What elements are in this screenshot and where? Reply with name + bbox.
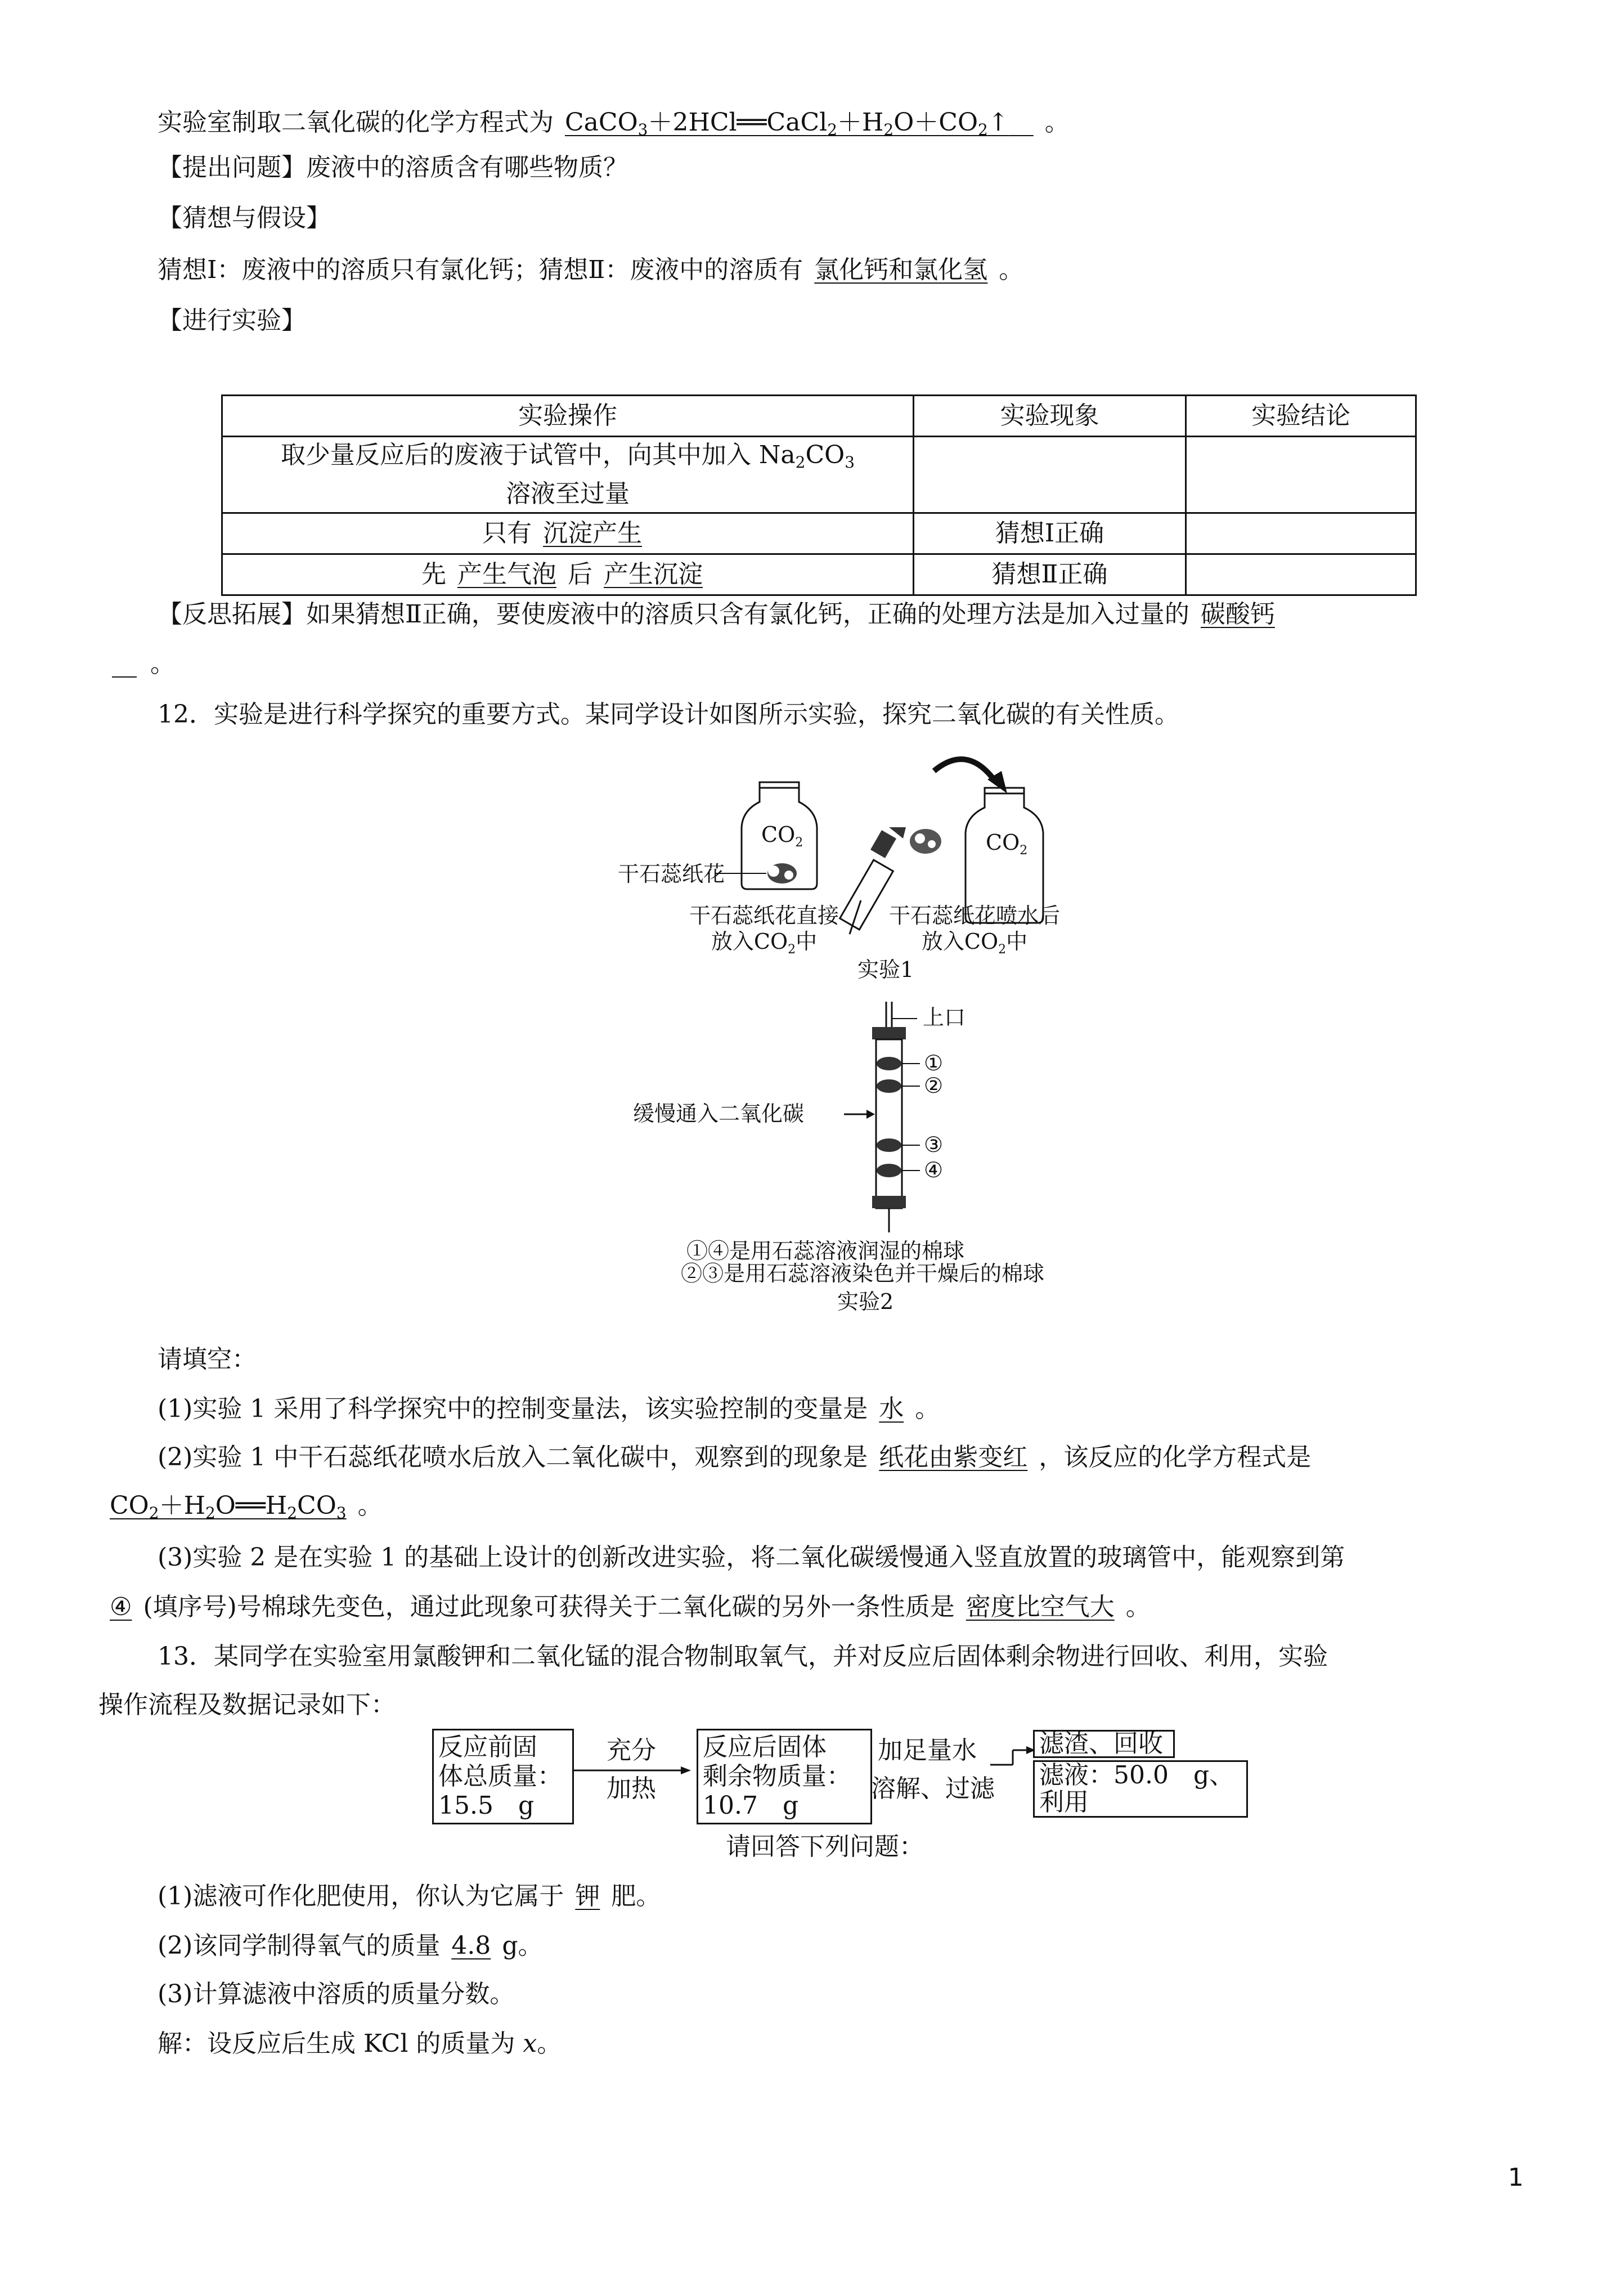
litmus-flower-icon (767, 863, 797, 884)
flow-arrow-1-icon (574, 1765, 692, 1776)
cotton-ball-2-icon (877, 1079, 901, 1093)
cotton-ball-4-icon (877, 1164, 901, 1177)
ball-4-label: ④ (924, 1158, 944, 1182)
flow-arrow2-top: 加足量水 (878, 1736, 977, 1765)
q13-p3: (3)计算滤液中溶质的质量分数。 (158, 1980, 515, 2008)
header-operation: 实验操作 (222, 396, 914, 437)
q13-p2-answer: 4.8 (451, 1931, 491, 1960)
flow-box-residue: 滤渣、回收 (1033, 1730, 1175, 1758)
fig1-title: 实验1 (857, 957, 914, 982)
q12-p1: (1)实验 1 采用了科学探究中的控制变量法，该实验控制的变量是 水 。 (158, 1394, 940, 1423)
q12-p2-equation: $CO_2+H_2O══H_2CO_3$ 。 (98, 1489, 383, 1530)
ball-2-label: ② (924, 1073, 944, 1098)
fill-prompt: 请填空： (158, 1345, 257, 1374)
cotton-ball-3-icon (877, 1138, 901, 1152)
fig1-caption-left: 干石蕊纸花直接 放入$CO_2$中 (689, 903, 839, 957)
experiment2-figure (844, 1002, 1013, 1249)
row3-operation: 先 产生气泡 后 产生沉淀 (222, 554, 914, 595)
hypothesis-heading: 【猜想与假设】 (158, 204, 331, 232)
q12-p2: (2)实验 1 中干石蕊纸花喷水后放入二氧化碳中，观察到的现象是 纸花由紫变红 ，该反应的化学方程式是 (158, 1443, 1312, 1472)
table-row (222, 513, 1416, 554)
table-row (222, 554, 1416, 595)
row3-phenomenon: 猜想Ⅱ正确 (914, 554, 1186, 595)
q12-p3-answer: ④ (110, 1593, 132, 1621)
row3-answer2: 产生沉淀 (604, 560, 703, 589)
reflection-line: 【反思拓展】如果猜想Ⅱ正确，要使废液中的溶质只含有氯化钙，正确的处理方法是加入过量的 碳酸钙 (158, 598, 1286, 631)
q12-p3-answer2: 密度比空气大 (966, 1593, 1115, 1621)
fig2-title: 实验2 (837, 1289, 894, 1314)
fig1-caption-right: 干石蕊纸花喷水后 放入$CO_2$中 (889, 903, 1061, 957)
tube-top-label: 上口 (923, 1005, 966, 1030)
ball-1-label: ① (924, 1051, 944, 1075)
q13-stem-1: 13．某同学在实验室用氯酸钾和二氧化锰的混合物制取氧气，并对反应后固体剩余物进行回收、利用，实验 (158, 1642, 1328, 1671)
row2-phenomenon: 猜想Ⅰ正确 (914, 513, 1186, 554)
flow-arrow2-bottom: 溶解、过滤 (871, 1774, 995, 1803)
cotton-ball-1-icon (877, 1057, 901, 1070)
question-heading: 【提出问题】废液中的溶质含有哪些物质？ (158, 153, 628, 182)
flow-arrow1-top: 充分 (607, 1736, 656, 1765)
intro-equation-line: 实验室制取二氧化碳的化学方程式为 $CaCO_3+2HCl══CaCl_2+H_2O+CO_2↑$ 。 (158, 108, 1070, 139)
row2-operation: 只有 沉淀产生 (222, 513, 914, 554)
flow-arrow1-bottom: 加热 (607, 1774, 656, 1803)
inlet-arrow-icon (844, 1110, 875, 1119)
page-number: 1 (1508, 2163, 1524, 2192)
hypothesis-line: 猜想Ⅰ：废液中的溶质只有氯化钙；猜想Ⅱ：废液中的溶质有 氯化钙和氯化氢 。 (158, 255, 1024, 284)
answer-prompt: 请回答下列问题： (726, 1832, 924, 1861)
ball-3-label: ③ (924, 1132, 944, 1157)
flow-arrow-2-icon (990, 1745, 1035, 1767)
q12-p2-equation-answer: $CO_2+H_2O══H_2CO_3$ (110, 1491, 347, 1522)
flow-box-after: 反应后固体 剩余物质量： 10.7 g (697, 1729, 872, 1824)
header-phenomenon: 实验现象 (914, 396, 1186, 437)
experiment-table (221, 394, 1417, 596)
fig2-note-1: ①④是用石蕊溶液润湿的棉球 (686, 1239, 965, 1263)
q12-p3: (3)实验 2 是在实验 1 的基础上设计的创新改进实验，将二氧化碳缓慢通入竖直放置的玻璃管中，能观察到第 (158, 1543, 1345, 1572)
table-row (222, 437, 1416, 513)
q12-p3-cont: ④ (填序号)号棉球先变色，通过此现象可获得关于二氧化碳的另外一条性质是 密度比空气大 。 (98, 1590, 1151, 1624)
q13-p1-answer: 钾 (575, 1882, 600, 1911)
reflection-answer: 碳酸钙 (1200, 600, 1275, 629)
hypothesis-answer: 氯化钙和氯化氢 (814, 255, 988, 284)
equation-answer: $CaCO_3+2HCl══CaCl_2+H_2O+CO_2↑$ (565, 108, 1009, 139)
jar1-co2-label: $CO_2$ (761, 822, 803, 850)
experiment-heading: 【进行实验】 (158, 306, 306, 335)
q12-p1-answer: 水 (879, 1394, 904, 1423)
q13-p2: (2)该同学制得氧气的质量 4.8 g。 (158, 1931, 543, 1960)
fig2-note-2: ②③是用石蕊溶液染色并干燥后的棉球 (681, 1261, 1045, 1286)
flow-box-before: 反应前固 体总质量： 15.5 g (432, 1729, 574, 1824)
header-conclusion: 实验结论 (1186, 396, 1416, 437)
flower-label: 干石蕊纸花 (618, 862, 725, 886)
flow-box-filtrate: 滤液：50.0 g、 利用 (1033, 1760, 1248, 1818)
reflection-end: 。 (150, 649, 175, 678)
jar2-co2-label: $CO_2$ (986, 830, 1028, 858)
row1-operation: 取少量反应后的废液于试管中，向其中加入 $Na_2CO_3$ 溶液至过量 (222, 437, 914, 513)
inlet-label: 缓慢通入二氧化碳 (633, 1101, 805, 1126)
litmus-flower-wet-icon (910, 829, 941, 854)
q13-stem-2: 操作流程及数据记录如下： (98, 1690, 396, 1719)
row3-answer1: 产生气泡 (457, 560, 556, 589)
q12-stem: 12．实验是进行科学探究的重要方式。某同学设计如图所示实验，探究二氧化碳的有关性质。 (158, 700, 1179, 729)
q13-solution: 解：设反应后生成 KCl 的质量为 x。 (158, 2029, 562, 2058)
row2-answer: 沉淀产生 (543, 519, 642, 548)
table-header-row (222, 396, 1416, 437)
q12-p2-answer: 纸花由紫变红 (879, 1443, 1028, 1472)
q13-p1: (1)滤液可作化肥使用，你认为它属于 钾 肥。 (158, 1882, 661, 1911)
glass-tube-icon (872, 1002, 906, 1232)
